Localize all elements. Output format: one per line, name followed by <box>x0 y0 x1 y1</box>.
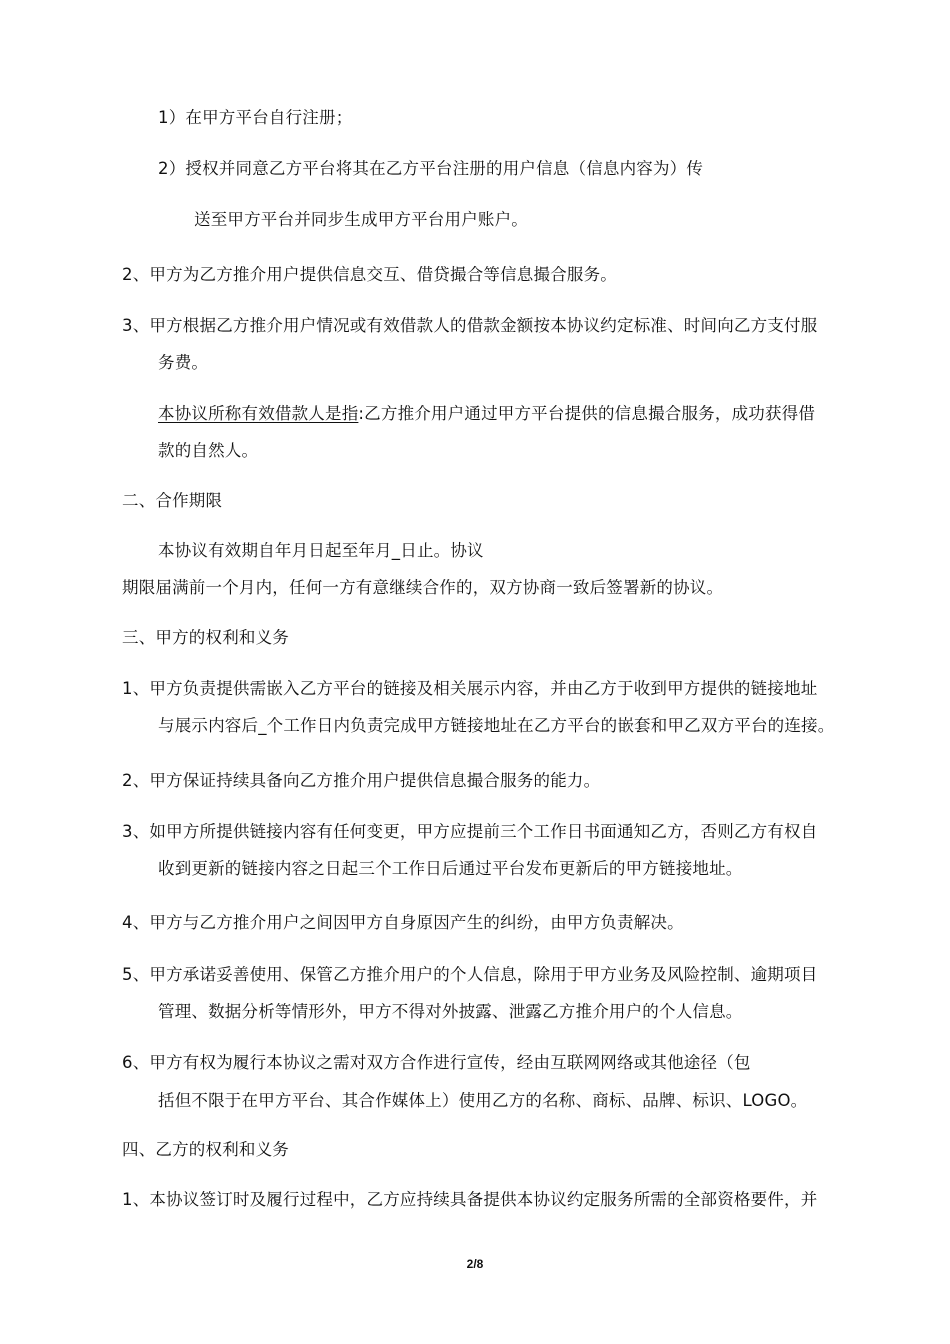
section-3-clause-2: 2、甲方保证持续具备向乙方推介用户提供信息撮合服务的能力。 <box>122 771 601 790</box>
clause-2: 2、甲方为乙方推介用户提供信息交互、借贷撮合等信息撮合服务。 <box>122 265 617 284</box>
section-2-heading: 二、合作期限 <box>122 491 223 510</box>
section-3-heading: 三、甲方的权利和义务 <box>122 628 289 647</box>
section-3-clause-1-line-1: 1、甲方负责提供需嵌入乙方平台的链接及相关展示内容，并由乙方于收到甲方提供的链接地址 <box>122 679 818 698</box>
sub-item-1: 1）在甲方平台自行注册； <box>158 108 353 127</box>
section-4-clause-1-line-1: 1、本协议签订时及履行过程中，乙方应持续具备提供本协议约定服务所需的全部资格要件，并 <box>122 1190 818 1209</box>
section-2-line-2: 期限届满前一个月内，任何一方有意继续合作的，双方协商一致后签署新的协议。 <box>122 578 724 597</box>
definition-term: 本协议所称有效借款人是指 <box>158 404 359 423</box>
section-3-clause-5-line-1: 5、甲方承诺妥善使用、保管乙方推介用户的个人信息，除用于甲方业务及风险控制、逾期项目 <box>122 965 818 984</box>
section-3-clause-6-line-1: 6、甲方有权为履行本协议之需对双方合作进行宣传，经由互联网网络或其他途径（包 <box>122 1053 751 1072</box>
section-3-clause-4: 4、甲方与乙方推介用户之间因甲方自身原因产生的纠纷，由甲方负责解决。 <box>122 913 684 932</box>
definition-line-2: 款的自然人。 <box>158 441 259 460</box>
sub-item-2-line-2: 送至甲方平台并同步生成甲方平台用户账户。 <box>194 210 528 229</box>
section-3-clause-3-line-1: 3、如甲方所提供链接内容有任何变更，甲方应提前三个工作日书面通知乙方，否则乙方有权自 <box>122 822 818 841</box>
section-3-clause-5-line-2: 管理、数据分析等情形外，甲方不得对外披露、泄露乙方推介用户的个人信息。 <box>158 1002 743 1021</box>
page-number: 2/8 <box>466 1257 484 1271</box>
clause-3-line-1: 3、甲方根据乙方推介用户情况或有效借款人的借款金额按本协议约定标准、时间向乙方支付服 <box>122 316 818 335</box>
clause-3-line-2: 务费。 <box>158 353 209 372</box>
section-3-clause-1-line-2: 与展示内容后_个工作日内负责完成甲方链接地址在乙方平台的嵌套和甲乙双方平台的连接。 <box>158 716 835 735</box>
section-4-heading: 四、乙方的权利和义务 <box>122 1140 289 1159</box>
definition-text: :乙方推介用户通过甲方平台提供的信息撮合服务，成功获得借 <box>358 404 816 423</box>
sub-item-2-line-1: 2）授权并同意乙方平台将其在乙方平台注册的用户信息（信息内容为）传 <box>158 159 704 178</box>
section-2-line-1: 本协议有效期自年月日起至年月_日止。协议 <box>158 541 484 560</box>
definition-paragraph <box>158 403 815 425</box>
section-3-clause-6-line-2: 括但不限于在甲方平台、其合作媒体上）使用乙方的名称、商标、品牌、标识、LOGO。 <box>158 1091 808 1110</box>
section-3-clause-3-line-2: 收到更新的链接内容之日起三个工作日后通过平台发布更新后的甲方链接地址。 <box>158 859 743 878</box>
